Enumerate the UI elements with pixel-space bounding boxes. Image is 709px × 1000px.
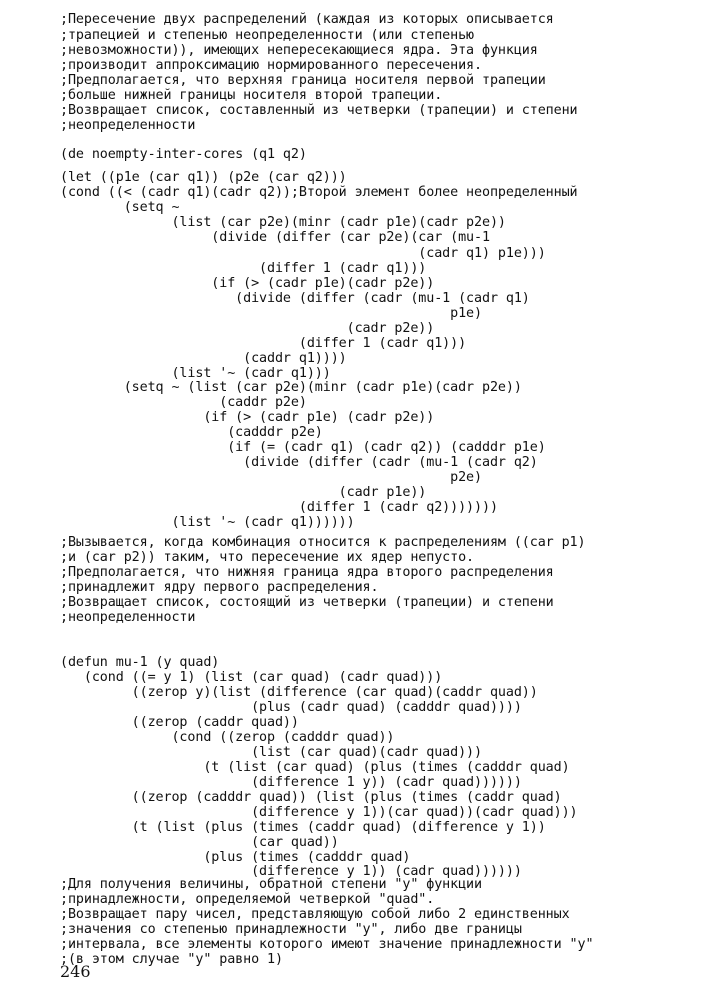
code-line: (car quad)) [60,835,339,850]
page-number: 246 [60,962,91,981]
comment-line: ;и (car p2)) таким, что пересечение их ядер непусто. [60,550,475,565]
comment-line: ;Для получения величины, обратной степени "y" функции [60,877,482,892]
code-line: (list (car quad)(cadr quad))) [60,745,482,760]
code-line: (caddr p2e) [60,395,307,410]
comment-line: ;принадлежит ядру первого распределения. [60,580,379,595]
comment-line: ;неопределенности [60,610,196,625]
comment-line: ;(в этом случае "y" равно 1) [60,952,283,967]
code-line: (de noempty-inter-cores (q1 q2) [60,147,307,162]
comment-line: ;интервала, все элементы которого имеют значение принадлежности "y" [60,937,594,952]
code-line: (difference y 1)) (cadr quad)))))) [60,864,522,879]
code-line: (t (list (plus (times (caddr quad) (difference y 1)) [60,820,546,835]
comment-line: ;Предполагается, что нижняя граница ядра второго распределения [60,565,554,580]
comment-line: ;Возвращает список, состоящий из четверки (трапеции) и степени [60,595,554,610]
code-line: (plus (cadr quad) (cadddr quad)))) [60,700,522,715]
comment-line: ;Вызывается, когда комбинация относится к распределениям ((car p1) [60,535,586,550]
code-line: (t (list (car quad) (plus (times (cadddr quad) [60,760,570,775]
comment-line: ;Пересечение двух распределений (каждая из которых описывается [60,12,554,27]
code-line: (cond ((= y 1) (list (car quad) (cadr quad))) [60,670,443,685]
comment-line: ;больше нижней границы носителя второй трапеции. [60,88,443,103]
comment-line: ;производит аппроксимацию нормированного пересечения. [60,58,482,73]
code-line: (cadr p2e)) [60,321,435,336]
comment-line: ;принадлежности, определяемой четверкой "quad". [60,892,435,907]
code-line: (if (= (cadr q1) (cadr q2)) (cadddr p1e) [60,440,546,455]
code-line: (let ((p1e (car q1)) (p2e (car q2))) [60,170,347,185]
code-line: p2e) [60,470,482,485]
code-line: (difference 1 y)) (cadr quad)))))) [60,775,522,790]
code-line: (if (> (cadr p1e)(cadr p2e)) [60,276,435,291]
comment-line: ;невозможности)), имеющих непересекающиеся ядра. Эта функция [60,43,538,58]
comment-line: ;значения со степенью принадлежности "y", либо две границы [60,922,522,937]
code-line: (differ 1 (cadr q1))) [60,336,467,351]
code-line: (differ 1 (cadr q2))))))) [60,500,498,515]
code-line: (list (car p2e)(minr (cadr p1e)(cadr p2e)) [60,215,506,230]
code-line: (cadr p1e)) [60,485,427,500]
comment-line: ;трапецией и степенью неопределенности (или степенью [60,28,475,43]
comment-line: ;неопределенности [60,118,196,133]
code-line: (divide (differ (cadr (mu-1 (cadr q1) [60,291,530,306]
code-line: (list '~ (cadr q1)))))) [60,515,355,530]
code-line: (differ 1 (cadr q1))) [60,261,427,276]
code-line: (cond ((< (cadr q1)(cadr q2));Второй элемент более неопределенный [60,185,578,200]
code-line: (difference y 1))(car quad))(cadr quad))) [60,805,578,820]
code-line: (if (> (cadr p1e) (cadr p2e)) [60,410,435,425]
code-line: (plus (times (cadddr quad) [60,850,411,865]
code-line: (defun mu-1 (y quad) [60,655,220,670]
code-line: (divide (differ (car p2e)(car (mu-1 [60,230,490,245]
code-line: ((zerop (caddr quad)) [60,715,299,730]
code-line: (list '~ (cadr q1))) [60,366,331,381]
code-line: (setq ~ (list (car p2e)(minr (cadr p1e)(cadr p2e)) [60,380,522,395]
code-line: (setq ~ [60,200,180,215]
code-line: ((zerop (cadddr quad)) (list (plus (times (caddr quad) [60,790,562,805]
comment-line: ;Возвращает пару чисел, представляющую собой либо 2 единственных [60,907,570,922]
code-line: (caddr q1)))) [60,351,347,366]
code-line: (cadddr p2e) [60,425,323,440]
comment-line: ;Возвращает список, составленный из четверки (трапеции) и степени [60,103,578,118]
comment-line: ;Предполагается, что верхняя граница носителя первой трапеции [60,73,546,88]
code-line: p1e) [60,306,482,321]
code-line: (divide (differ (cadr (mu-1 (cadr q2) [60,455,538,470]
code-line: (cond ((zerop (cadddr quad)) [60,730,395,745]
code-line: ((zerop y)(list (difference (car quad)(caddr quad)) [60,685,538,700]
code-line: (cadr q1) p1e))) [60,246,546,261]
